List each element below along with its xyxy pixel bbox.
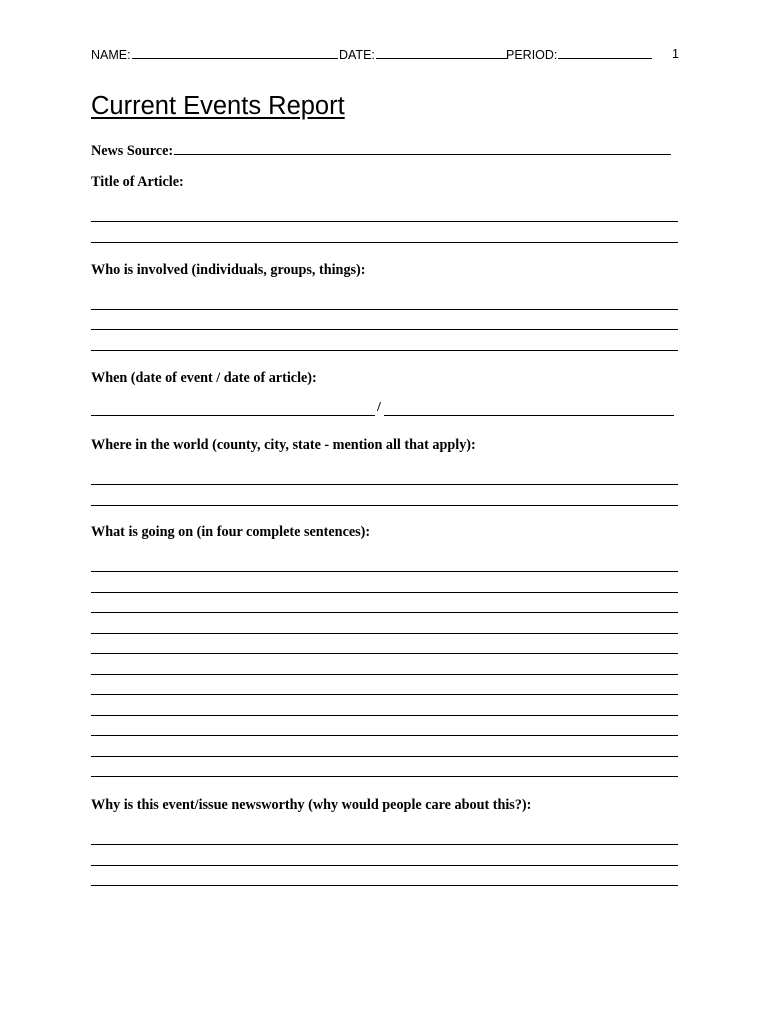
event-date-line[interactable] <box>91 415 375 416</box>
date-field[interactable] <box>339 47 507 62</box>
where-label: Where in the world (county, city, state - mention all that apply): <box>91 437 476 453</box>
article-date-line[interactable] <box>384 415 674 416</box>
page-number: 1 <box>672 47 679 61</box>
where-line-1[interactable] <box>91 484 678 485</box>
what-line-3[interactable] <box>91 612 678 613</box>
news-source-blank[interactable] <box>174 141 671 155</box>
why-label: Why is this event/issue newsworthy (why would people care about this?): <box>91 797 532 813</box>
period-label: PERIOD: <box>506 48 558 62</box>
what-line-6[interactable] <box>91 674 678 675</box>
date-separator: / <box>377 400 381 415</box>
header <box>91 47 681 65</box>
what-line-2[interactable] <box>91 592 678 593</box>
name-blank[interactable] <box>132 47 338 59</box>
who-line-1[interactable] <box>91 309 678 310</box>
why-line-1[interactable] <box>91 844 678 845</box>
where-line-2[interactable] <box>91 505 678 506</box>
what-label: What is going on (in four complete sentences): <box>91 524 371 540</box>
date-blank[interactable] <box>376 47 507 59</box>
what-line-9[interactable] <box>91 735 678 736</box>
when-row <box>91 400 678 418</box>
name-label: NAME: <box>91 48 131 62</box>
why-line-2[interactable] <box>91 865 678 866</box>
what-line-5[interactable] <box>91 653 678 654</box>
what-line-1[interactable] <box>91 571 678 572</box>
article-title-line-1[interactable] <box>91 221 678 222</box>
who-label: Who is involved (individuals, groups, things): <box>91 262 366 278</box>
what-line-7[interactable] <box>91 694 678 695</box>
who-line-3[interactable] <box>91 350 678 351</box>
news-source-label: News Source: <box>91 143 174 159</box>
name-field[interactable] <box>91 47 338 62</box>
news-source-field[interactable] <box>91 141 671 160</box>
what-line-8[interactable] <box>91 715 678 716</box>
what-line-10[interactable] <box>91 756 678 757</box>
period-field[interactable] <box>506 47 652 62</box>
title-of-article-label: Title of Article: <box>91 174 184 190</box>
what-line-11[interactable] <box>91 776 678 777</box>
who-line-2[interactable] <box>91 329 678 330</box>
page-title: Current Events Report <box>91 92 345 120</box>
date-label: DATE: <box>339 48 375 62</box>
why-line-3[interactable] <box>91 885 678 886</box>
when-label: When (date of event / date of article): <box>91 370 317 386</box>
period-blank[interactable] <box>558 47 652 59</box>
what-line-4[interactable] <box>91 633 678 634</box>
article-title-line-2[interactable] <box>91 242 678 243</box>
